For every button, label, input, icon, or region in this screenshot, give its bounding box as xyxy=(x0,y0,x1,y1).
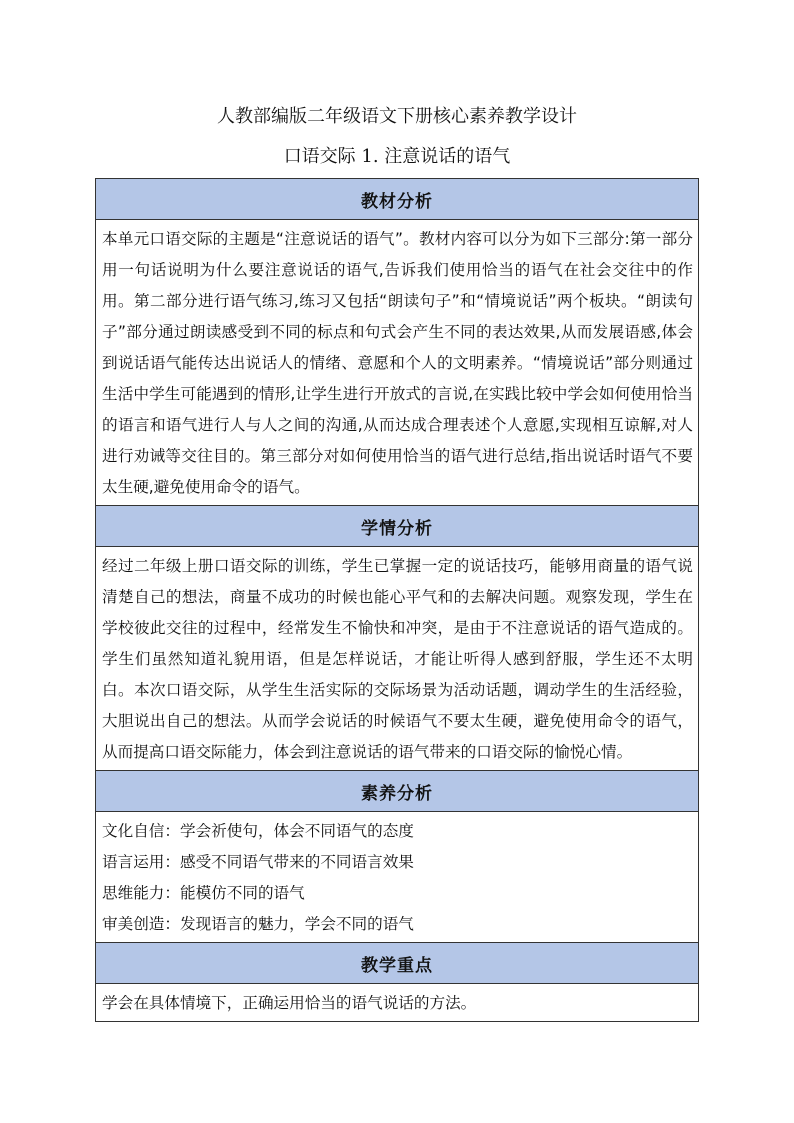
competency-item-language: 语言运用：感受不同语气带来的不同语言效果 xyxy=(102,853,414,871)
learner-analysis-body-row xyxy=(96,547,699,771)
competency-analysis-cell xyxy=(96,812,699,943)
competency-analysis-header-row xyxy=(96,771,699,812)
competency-item-thinking: 思维能力：能模仿不同的语气 xyxy=(102,884,305,902)
teaching-focus-heading: 教学重点 xyxy=(96,943,699,984)
teaching-focus-cell xyxy=(96,984,699,1022)
competency-analysis-heading: 素养分析 xyxy=(96,771,699,812)
teaching-focus-body-row xyxy=(96,984,699,1022)
textbook-analysis-header-row xyxy=(96,179,699,220)
lesson-subtitle: 口语交际 1. 注意说话的语气 xyxy=(283,146,511,167)
learner-analysis-heading: 学情分析 xyxy=(96,506,699,547)
teaching-focus-text: 学会在具体情境下，正确运用恰当的语气说话的方法。 xyxy=(102,994,477,1012)
textbook-analysis-heading: 教材分析 xyxy=(96,179,699,220)
learner-analysis-cell xyxy=(96,547,699,771)
lesson-design-table xyxy=(95,178,699,1022)
competency-item-culture: 文化自信：学会祈使句，体会不同语气的态度 xyxy=(102,822,414,840)
learner-analysis-text: 经过二年级上册口语交际的训练，学生已掌握一定的说话技巧，能够用商量的语气说清楚自己的想法，商量不成功的时候也能心平气和的去解决问题。观察发现，学生在学校彼此交往的过程中，经常发生不愉快和冲突，是由于不注意说话的语气造成的。学生们虽然知道礼貌用语，但是怎样说话，才能让听得人感到舒服，学生还不太明白。本次口语交际，从学生生活实际的交际场景为活动话题，调动学生的生活经验，大胆说出自己的想法。从而学会说话的时候语气不要太生硬，避免使用命令的语气，从而提高口语交际能力，体会到注意说话的语气带来的口语交际的愉悦心情。 xyxy=(102,557,693,761)
document-title: 人教部编版二年级语文下册核心素养教学设计 xyxy=(217,106,577,127)
learner-analysis-header-row xyxy=(96,506,699,547)
competency-item-aesthetics: 审美创造：发现语言的魅力，学会不同的语气 xyxy=(102,915,414,933)
teaching-focus-header-row xyxy=(96,943,699,984)
competency-analysis-body-row xyxy=(96,812,699,943)
textbook-analysis-text: 本单元口语交际的主题是“注意说话的语气”。教材内容可以分为如下三部分:第一部分用一句话说明为什么要注意说话的语气,告诉我们使用恰当的语气在社会交往中的作用。第二部分进行语气练习,练习又包括“朗读句子”和“情境说话”两个板块。“朗读句子”部分通过朗读感受到不同的标点和句式会产生不同的表达效果,从而发展语感,体会到说话语气能传达出说话人的情绪、意愿和个人的文明素养。“情境说话”部分则通过生活中学生可能遇到的情形,让学生进行开放式的言说,在实践比较中学会如何使用恰当的语言和语气进行人与人之间的沟通,从而达成合理表述个人意愿,实现相互谅解,对人进行劝诫等交往目的。第三部分对如何使用恰当的语气进行总结,指出说话时语气不要太生硬,避免使用命令的语气。 xyxy=(102,230,693,496)
textbook-analysis-body-row xyxy=(96,220,699,506)
textbook-analysis-cell xyxy=(96,220,699,506)
